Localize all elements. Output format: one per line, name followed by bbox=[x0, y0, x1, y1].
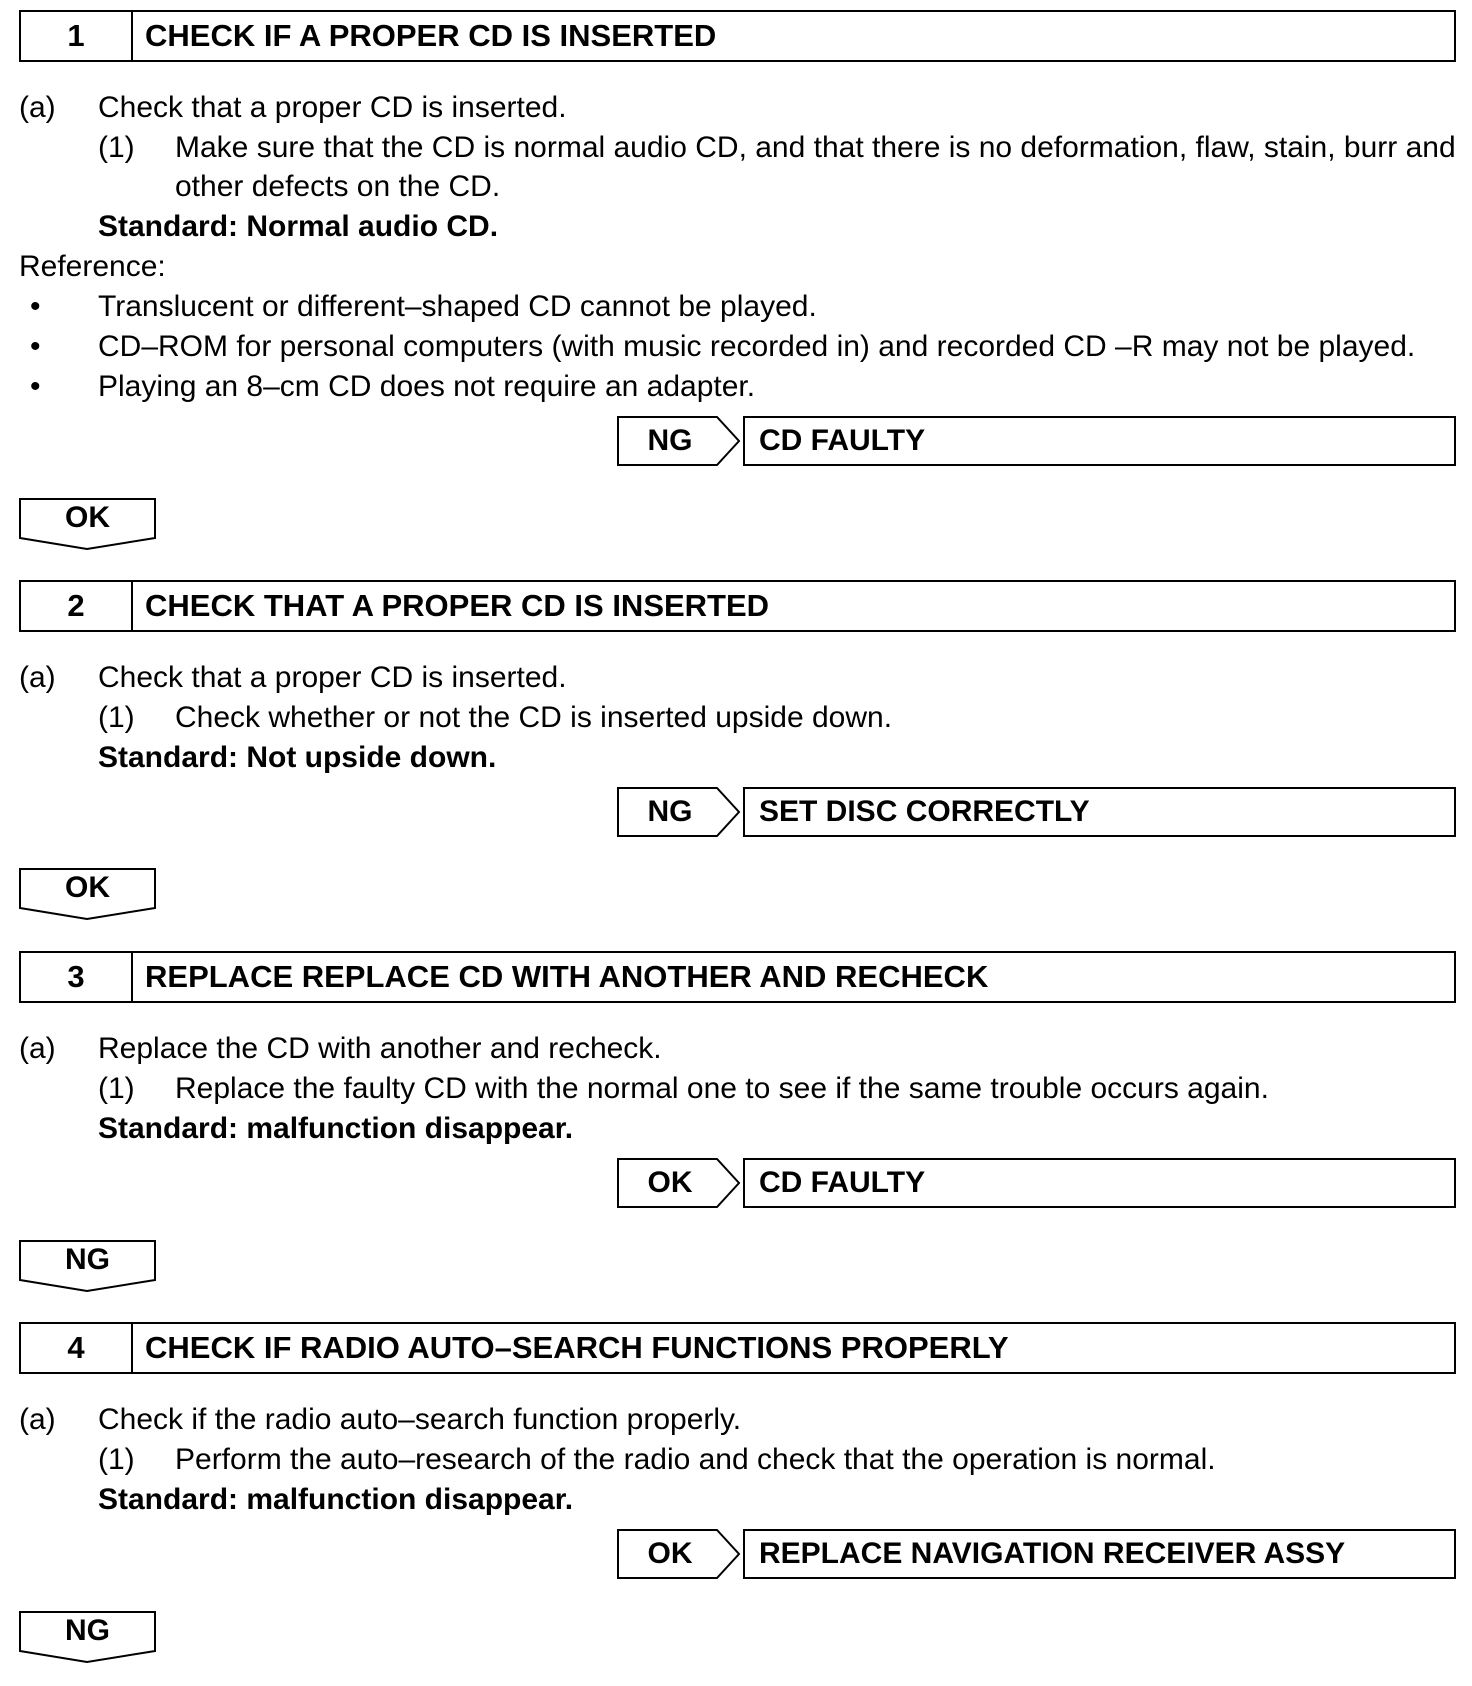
step-4-next-tag bbox=[19, 1611, 156, 1663]
step-1-next-tag bbox=[19, 498, 156, 550]
step-title: CHECK IF A PROPER CD IS INSERTED bbox=[145, 18, 717, 53]
sub-marker: (1) bbox=[98, 1443, 135, 1476]
step-3-next-tag bbox=[19, 1240, 156, 1292]
item-text: Check that a proper CD is inserted. bbox=[98, 91, 567, 124]
sub-marker: (1) bbox=[98, 701, 135, 734]
result-tag-label: OK bbox=[647, 1537, 693, 1570]
standard-text: Standard: Normal audio CD. bbox=[98, 210, 499, 243]
item-marker: (a) bbox=[19, 1032, 56, 1065]
result-tag-label: NG bbox=[647, 424, 693, 457]
flow-tag-label: OK bbox=[65, 871, 110, 904]
sub-text-line-1: Check whether or not the CD is inserted upside down. bbox=[175, 701, 893, 734]
reference-item: Translucent or different–shaped CD cannot be played. bbox=[98, 290, 817, 323]
step-title: CHECK THAT A PROPER CD IS INSERTED bbox=[145, 588, 770, 623]
result-box: SET DISC CORRECTLY bbox=[743, 787, 1456, 837]
step-3-header bbox=[19, 951, 1456, 1003]
flow-tag-label: NG bbox=[65, 1243, 110, 1276]
sub-text-line-1: Make sure that the CD is normal audio CD, and that there is no deformation, flaw, stain, burr and bbox=[175, 131, 1456, 164]
result-tag bbox=[617, 416, 741, 466]
result-box: REPLACE NAVIGATION RECEIVER ASSY bbox=[743, 1529, 1456, 1579]
result-box: CD FAULTY bbox=[743, 416, 1456, 466]
bullet: • bbox=[30, 330, 41, 363]
result-tag bbox=[617, 1158, 741, 1208]
flow-tag-label: NG bbox=[65, 1614, 110, 1647]
step-number: 4 bbox=[21, 1324, 133, 1372]
step-2-header bbox=[19, 580, 1456, 632]
item-marker: (a) bbox=[19, 91, 56, 124]
item-text: Check that a proper CD is inserted. bbox=[98, 661, 567, 694]
reference-label: Reference: bbox=[19, 250, 166, 283]
bullet: • bbox=[30, 370, 41, 403]
result-tag bbox=[617, 1529, 741, 1579]
result-box: CD FAULTY bbox=[743, 1158, 1456, 1208]
result-tag-label: OK bbox=[647, 1166, 693, 1199]
step-number: 1 bbox=[21, 12, 133, 60]
sub-text-line-2: other defects on the CD. bbox=[175, 170, 501, 203]
sub-text-line-1: Perform the auto–research of the radio and check that the operation is normal. bbox=[175, 1443, 1216, 1476]
standard-text: Standard: Not upside down. bbox=[98, 741, 497, 774]
flow-tag-label: OK bbox=[65, 501, 110, 534]
step-number: 3 bbox=[21, 953, 133, 1001]
item-marker: (a) bbox=[19, 1403, 56, 1436]
step-title: REPLACE REPLACE CD WITH ANOTHER AND RECHECK bbox=[145, 959, 989, 994]
reference-item: Playing an 8–cm CD does not require an adapter. bbox=[98, 370, 756, 403]
step-4-header bbox=[19, 1322, 1456, 1374]
step-2-next-tag bbox=[19, 868, 156, 920]
item-marker: (a) bbox=[19, 661, 56, 694]
sub-marker: (1) bbox=[98, 1072, 135, 1105]
reference-item: CD–ROM for personal computers (with music recorded in) and recorded CD –R may not be played. bbox=[98, 330, 1416, 363]
result-tag-label: NG bbox=[647, 795, 693, 828]
item-text: Replace the CD with another and recheck. bbox=[98, 1032, 662, 1065]
step-title: CHECK IF RADIO AUTO–SEARCH FUNCTIONS PROPERLY bbox=[145, 1330, 1009, 1365]
step-number: 2 bbox=[21, 582, 133, 630]
step-1-header bbox=[19, 10, 1456, 62]
result-tag bbox=[617, 787, 741, 837]
sub-text-line-1: Replace the faulty CD with the normal one to see if the same trouble occurs again. bbox=[175, 1072, 1269, 1105]
item-text: Check if the radio auto–search function properly. bbox=[98, 1403, 742, 1436]
standard-text: Standard: malfunction disappear. bbox=[98, 1483, 574, 1516]
bullet: • bbox=[30, 290, 41, 323]
standard-text: Standard: malfunction disappear. bbox=[98, 1112, 574, 1145]
sub-marker: (1) bbox=[98, 131, 135, 164]
